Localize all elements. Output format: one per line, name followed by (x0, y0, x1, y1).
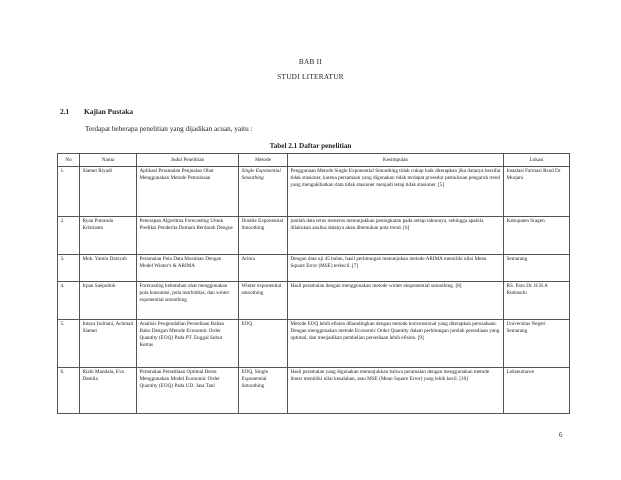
cell-judul: Peramalan Pola Data Musiman Dengan Model Winter's & ARIMA (137, 255, 239, 282)
cell-metode: EOQ (239, 320, 288, 368)
cell-lokasi: Universitas Negeri Semarang (504, 320, 570, 368)
cell-no: 3. (58, 255, 80, 282)
cell-lokasi: Instalasi Farmasi Rsud Dr Murjani (504, 167, 570, 217)
table-row (58, 320, 570, 368)
cell-metode: Winter exponential smoothing (239, 282, 288, 320)
cell-nama: Ryan Putranda Kristianto (80, 217, 137, 255)
cell-no: 6. (58, 368, 80, 414)
cell-judul: Peramalan Persediaan Optimal Beras Menggunakan Model Economic Order Quantity (EOQ) Pada UD. Jasa Tani (137, 368, 239, 414)
header-judul: Judul Penelitian (137, 154, 239, 167)
cell-judul: Analisis Pengendalian Persediaan Bahan Baku Dengan Metode Economic Order Quantity (EOQ) Pada PT. Enggal Subur Kertas (137, 320, 239, 368)
cell-nama: Intaya Indriani, Achmad Slamet (80, 320, 137, 368)
table-caption: Tabel 2.1 Daftar penelitian (269, 142, 352, 150)
table-row (58, 368, 570, 414)
header-metode: Metode (239, 154, 288, 167)
cell-no: 4. (58, 282, 80, 320)
cell-metode: EOQ, Single Exponential Smoothing (239, 368, 288, 414)
cell-kesimpulan: jumlah data terus menerus menunjukkan peningkatan pada setiap tahunnya, sehingga apabila dilakukan analisa datanya akan ditemukan pola trend. [6] (288, 217, 504, 255)
cell-metode: Double Exponential Smoothing (239, 217, 288, 255)
cell-lokasi: Lokseumawe (504, 368, 570, 414)
table-row (58, 282, 570, 320)
table-header-row (58, 154, 570, 167)
cell-lokasi: Kabupaten Sragen (504, 217, 570, 255)
cell-metode: Arima (239, 255, 288, 282)
cell-lokasi: RS. Paru Dr. H H.A Rotinsulu (504, 282, 570, 320)
section-number: 2.1 (60, 107, 70, 116)
cell-judul: Aplikasi Peramalan Penjualan Obat Menggunakan Metode Pemulusan (137, 167, 239, 217)
section-intro: Terdapat beberapa penelitian yang dijadikan acuan, yaitu : (85, 125, 253, 133)
cell-nama: Irpan Saepulloh (80, 282, 137, 320)
table-row (58, 255, 570, 282)
cell-kesimpulan: Hasil peramalan yang digunakan menunjukkan bahwa peramalan dengan menggunakan metode linear memiliki nilai kesalahan, atau MSE (Mean Square Error) yang lebih kecil. [10] (288, 368, 504, 414)
cell-no: 1. (58, 167, 80, 217)
section-title: Kajian Pustaka (84, 107, 134, 116)
table-row (58, 217, 570, 255)
cell-nama: Moh. Yamin Darsyah (80, 255, 137, 282)
chapter-title: STUDI LITERATUR (277, 73, 344, 81)
cell-lokasi: Semarang (504, 255, 570, 282)
cell-kesimpulan: Hasil peramalan dengan menggunakan metode winter eksponential smoothing. [8] (288, 282, 504, 320)
cell-kesimpulan: Penggunaan Metode Single Exponential Smoothing tidak cukup baik diterapkan jika datanya bersifat tidak stasioner, karena persamaan yang digunakan tidak terdapat prosedur pemulusan pengaruh trend yang mengakibatkan data tidak stasioner menjadi tetap tidak stasioner. [5] (288, 167, 504, 217)
cell-nama: Rizki Mandala, Eva Damila (80, 368, 137, 414)
cell-nama: Slamet Riyadi (80, 167, 137, 217)
header-kesimpulan: Kesimpulan (288, 154, 504, 167)
cell-no: 5. (58, 320, 80, 368)
cell-metode: Single Exponential Smoothing (239, 167, 288, 217)
table-row (58, 167, 570, 217)
cell-judul: Forecasting kebutuhan obat menggunakan pola konsumsi, pola morbiditas, dan winter exponential smoothing (137, 282, 239, 320)
page-number: 6 (559, 432, 563, 439)
cell-no: 2. (58, 217, 80, 255)
header-nama: Nama (80, 154, 137, 167)
cell-judul: Penerapan Algoritma Forecasting Untuk Prediksi Penderita Demam Berdarah Dengue (137, 217, 239, 255)
cell-kesimpulan: Dengan data uji 45 bulan, hasil perhitungan menunjukan metode ARIMA memiliki nilai Mean Square Error (MSE) terkecil. [7] (288, 255, 504, 282)
cell-kesimpulan: Metode EOQ lebih efisien dibandingkan dengan metode konvensional yang diterapkan perusahaan. Dengan menggunakan metode Economic Order Quantity dalam perhitungan jumlah persediaan yang optimal, dan menjadikan pembelian persediaan lebih efisien. [9] (288, 320, 504, 368)
header-lokasi: Lokasi (504, 154, 570, 167)
chapter-label: BAB II (298, 58, 323, 66)
header-no: No (58, 154, 80, 167)
literature-table (57, 153, 570, 414)
